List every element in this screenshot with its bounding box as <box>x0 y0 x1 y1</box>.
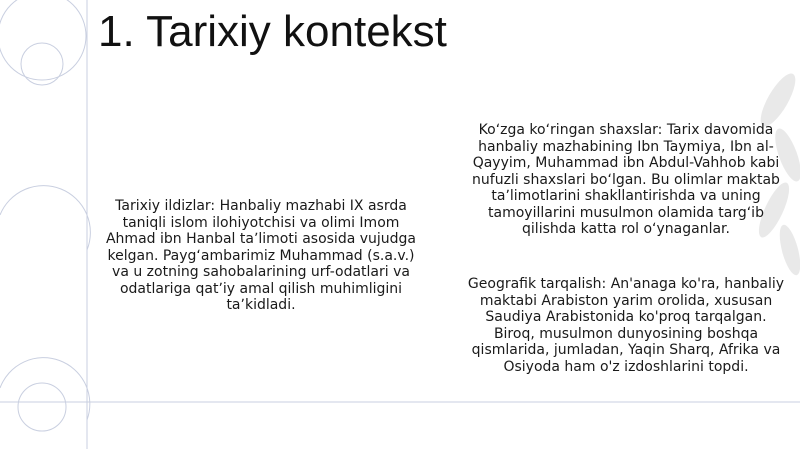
page-title: 1. Tarixiy kontekst <box>98 7 447 56</box>
historical-roots-text: Tarixiy ildizlar: Hanbaliy mazhabi IX asrda taniqli islom ilohiyotchisi va olimi Imom Ahmad ibn Hanbal taʼlimoti asosida vujudga kelgan. Paygʻambarimiz Muhammad (s.a.v.) va u zotning sahobalarining urf-odatlari va odatlariga qatʼiy amal qilish muhimligini taʼkidladi. <box>105 198 417 313</box>
geographic-spread-text: Geografik tarqalish: An'anaga ko'ra, hanbaliy maktabi Arabiston yarim orolida, xususan Saudiya Arabistonida ko'proq tarqalgan. Biroq, musulmon dunyosining boshqa qismlarida, jumladan, Yaqin Sharq, Afrika va Osiyoda ham o'z izdoshlarini topdi. <box>467 276 785 375</box>
arc-middle <box>0 186 90 250</box>
small-circle-top <box>21 43 63 85</box>
prominent-figures-text: Koʻzga koʻringan shaxslar: Tarix davomida hanbaliy mazhabining Ibn Taymiya, Ibn al-Qayyim, Muhammad ibn Abdul-Vahhob kabi nufuzli shaxslari boʻlgan. Bu olimlar maktab taʼlimotlarini shakllantirishda va uning tamoyillarini musulmon olamida targʻib qilishda katta rol oʻynaganlar. <box>472 122 780 237</box>
large-circle-top <box>0 0 86 80</box>
arc-bottom <box>0 358 90 420</box>
small-circle-bottom <box>18 383 66 431</box>
